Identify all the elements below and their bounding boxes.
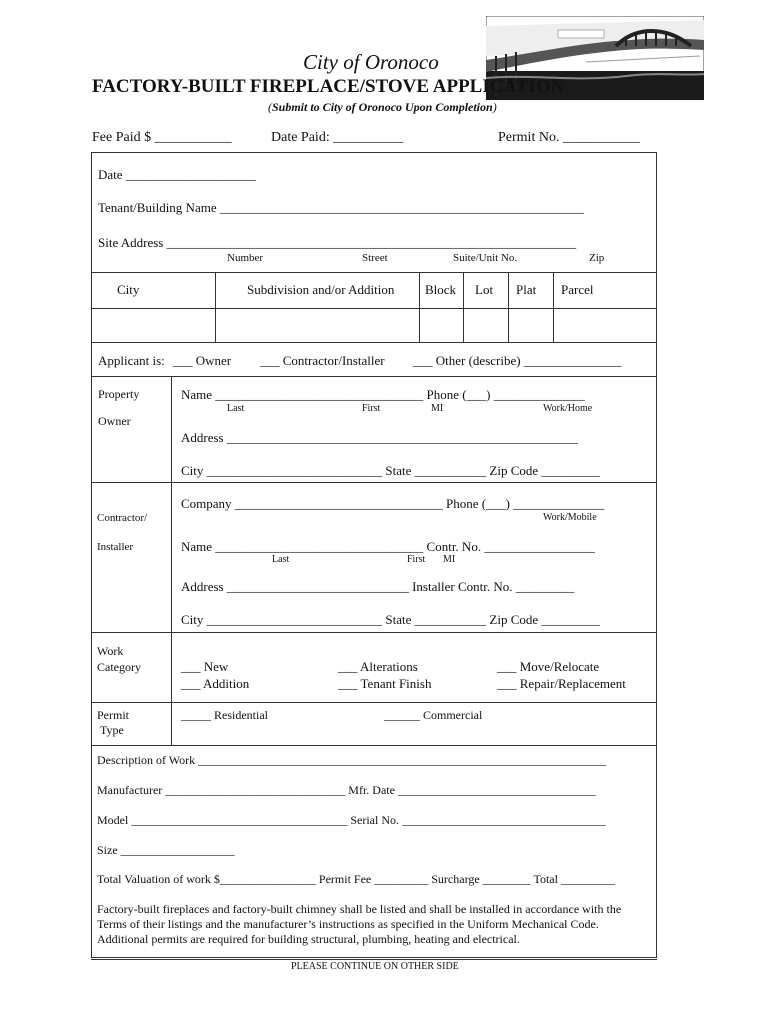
site-col-parcel: Parcel (561, 282, 594, 297)
contractor-sub-workmobile: Work/Mobile (543, 512, 597, 523)
site-col-div (215, 272, 216, 342)
work-category-label-2: Category (97, 660, 141, 674)
contractor-sub-last: Last (272, 554, 290, 565)
work-move-relocate-option[interactable]: ___ Move/Relocate (497, 659, 600, 674)
site-address-field[interactable]: Site Address _______________________________________________________________ (98, 235, 577, 250)
section-label-divider (171, 376, 172, 746)
site-grid-mid (91, 308, 657, 309)
contractor-sub-mi: MI (443, 554, 456, 565)
contractor-company-field[interactable]: Company ________________________________ Phone (___) ______________ (181, 496, 605, 511)
contractor-address-field[interactable]: Address ____________________________ Installer Contr. No. _________ (181, 579, 575, 594)
frame-bottom (91, 957, 657, 958)
site-col-div (508, 272, 509, 342)
form-title: FACTORY-BUILT FIREPLACE/STOVE APPLICATION (92, 76, 565, 97)
site-col-lot: Lot (475, 282, 494, 297)
site-sub-street: Street (362, 252, 388, 264)
work-alterations-option[interactable]: ___ Alterations (338, 659, 418, 674)
permit-type-label-2: Type (100, 723, 124, 737)
contractor-label-2: Installer (97, 541, 134, 553)
contractor-name-field[interactable]: Name ________________________________ Contr. No. _________________ (181, 539, 595, 554)
owner-city-state-zip-field[interactable]: City ___________________________ State ___________ Zip Code _________ (181, 463, 600, 478)
contractor-label-1: Contractor/ (97, 512, 148, 524)
subtitle-text: Submit to City of Oronoco Upon Completion (272, 100, 493, 114)
site-col-div (419, 272, 420, 342)
work-new-option[interactable]: ___ New (181, 659, 229, 674)
work-divider (91, 702, 657, 703)
date-field[interactable]: Date ____________________ (98, 167, 256, 182)
permit-residential-option[interactable]: _____ Residential (181, 708, 268, 722)
applicant-divider (91, 376, 657, 377)
frame-top (91, 152, 657, 153)
owner-sub-first: First (362, 403, 381, 414)
subtitle-close-paren: ) (492, 100, 497, 114)
owner-sub-workhome: Work/Home (543, 403, 593, 414)
permit-divider (91, 745, 657, 746)
applicant-other-option[interactable]: ___ Other (describe) _______________ (413, 353, 622, 368)
subtitle-open-paren: ( (268, 100, 272, 114)
manufacturer-field[interactable]: Manufacturer ______________________________ Mfr. Date _________________________________ (97, 783, 596, 797)
site-col-div (463, 272, 464, 342)
work-repair-option[interactable]: ___ Repair/Replacement (497, 676, 626, 691)
permit-no-field[interactable]: Permit No. ___________ (498, 130, 640, 145)
owner-sub-last: Last (227, 403, 245, 414)
site-sub-suite: Suite/Unit No. (453, 252, 518, 264)
notice-line-1: Factory-built fireplaces and factory-built chimney shall be listed and shall be installed in accordance with the (97, 902, 622, 916)
notice-line-2: Terms of their listings and the manufacturer’s instructions as specified in the Uniform Mechanical Code. (97, 917, 599, 931)
notice-line-3: Additional permits are required for building structural, plumbing, heating and electrical. (97, 932, 520, 946)
date-paid-field[interactable]: Date Paid: __________ (271, 130, 404, 145)
frame-bottom-double (91, 959, 657, 960)
permit-type-label-1: Permit (97, 708, 129, 722)
permit-commercial-option[interactable]: ______ Commercial (384, 708, 483, 722)
contractor-sub-first: First (407, 554, 426, 565)
work-tenant-finish-option[interactable]: ___ Tenant Finish (338, 676, 432, 691)
owner-address-field[interactable]: Address ______________________________________________________ (181, 430, 578, 445)
applicant-owner-option[interactable]: ___ Owner (173, 353, 232, 368)
tenant-building-name-field[interactable]: Tenant/Building Name ________________________________________________________ (98, 200, 584, 215)
city-name: City of Oronoco (303, 50, 439, 74)
work-category-label-1: Work (97, 644, 124, 658)
site-col-city: City (117, 282, 140, 297)
site-grid-bottom (91, 342, 657, 343)
continue-footer: PLEASE CONTINUE ON OTHER SIDE (291, 961, 459, 972)
contractor-city-state-zip-field[interactable]: City ___________________________ State ___________ Zip Code _________ (181, 612, 600, 627)
form-subtitle (268, 100, 497, 115)
owner-sub-mi: MI (431, 403, 444, 414)
site-col-subdivision: Subdivision and/or Addition (247, 282, 395, 297)
fee-paid-field[interactable]: Fee Paid $ ___________ (92, 130, 232, 145)
applicant-label: Applicant is: (98, 353, 165, 368)
model-serial-field[interactable]: Model ____________________________________ Serial No. __________________________________ (97, 813, 606, 827)
valuation-fees-field[interactable]: Total Valuation of work $________________ Permit Fee _________ Surcharge ________ Total _________ (97, 872, 615, 886)
property-owner-label-1: Property (98, 387, 140, 401)
property-owner-label-2: Owner (98, 414, 131, 428)
site-sub-zip: Zip (589, 252, 605, 264)
owner-divider (91, 482, 657, 483)
contractor-divider (91, 632, 657, 633)
applicant-contractor-option[interactable]: ___ Contractor/Installer (260, 353, 385, 368)
work-addition-option[interactable]: ___ Addition (181, 676, 250, 691)
site-col-div (553, 272, 554, 342)
site-col-block: Block (425, 282, 457, 297)
site-grid-top (91, 272, 657, 273)
site-sub-number: Number (227, 252, 264, 264)
site-col-plat: Plat (516, 282, 537, 297)
size-field[interactable]: Size ___________________ (97, 843, 235, 857)
owner-name-field[interactable]: Name ________________________________ Phone (___) ______________ (181, 387, 585, 402)
description-of-work-field[interactable]: Description of Work ____________________________________________________________________ (97, 753, 607, 767)
